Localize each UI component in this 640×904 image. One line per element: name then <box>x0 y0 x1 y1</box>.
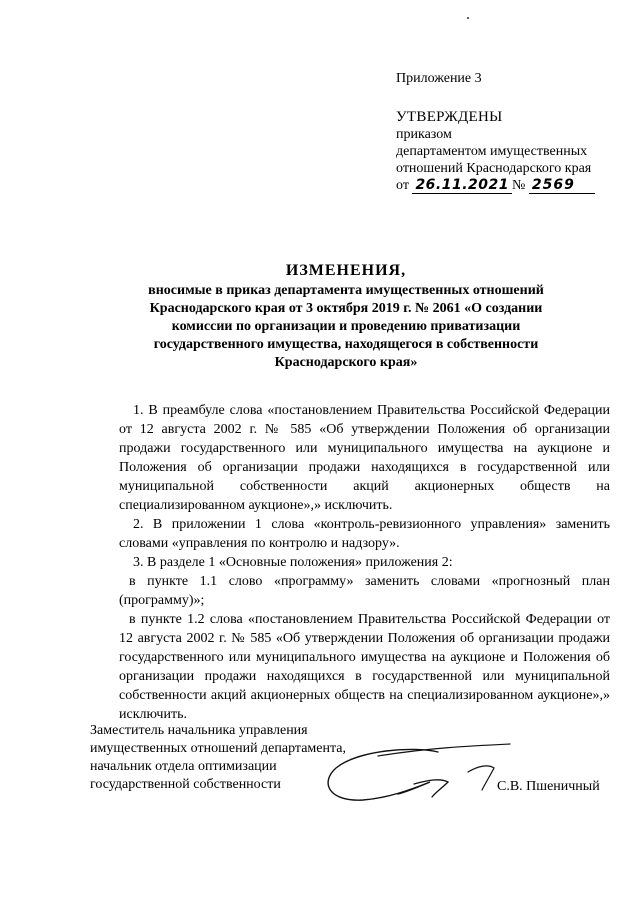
paragraph-4: в пункте 1.1 слово «программу» заменить словами «прогнозный план (программу)»; <box>119 574 610 608</box>
paragraph-1: 1. В преамбуле слова «постановлением Правительства Российской Федерации от 12 августа 2002 г. № 585 «Об утверждении Положения об организации продажи государственного или муниципального имущества на аукционе и Положения об организации продажи находящихся в государственной или муниципальной собственности акций акционерных обществ на специализированном аукционе»,» исключить. <box>119 403 610 513</box>
document-body <box>119 401 610 724</box>
handwritten-signature <box>318 742 518 812</box>
order-date-number <box>396 177 595 194</box>
signatory-line-4: государственной собственности <box>90 777 281 792</box>
document-subtitle: вносимые в приказ департамента имущественных отношений Краснодарского края от 3 октября 2019 г. № 2061 «О создании комиссии по организации и проведению приватизации государственного имущества, находящегося в собственности Краснодарского края» <box>148 283 544 370</box>
scan-speck <box>467 17 469 19</box>
approval-line-3: отношений Краснодарского края <box>396 161 592 176</box>
date-prefix: от <box>396 178 409 193</box>
approval-line-1: приказом <box>396 127 452 142</box>
handwritten-number: 2569 <box>529 178 595 194</box>
approval-heading: УТВЕРЖДЕНЫ <box>396 109 503 125</box>
approval-line-2: департаментом имущественных <box>396 144 588 159</box>
paragraph-5: в пункте 1.2 слова «постановлением Правительства Российской Федерации от 12 августа 2002 г. № 585 «Об утверждении Положения об организации продажи государственного или муниципального имущества на аукционе и Положения об организации продажи находящихся в государственной или муниципальной собственности акций акционерных обществ на специализированном аукционе»,» исключить. <box>119 612 610 722</box>
signatory-line-3: начальник отдела оптимизации <box>90 759 277 774</box>
number-prefix: № <box>512 178 526 193</box>
document-title: ИЗМЕНЕНИЯ, <box>285 262 407 279</box>
appendix-label: Приложение 3 <box>396 71 482 86</box>
approval-block <box>396 109 595 194</box>
signatory-title <box>90 722 346 794</box>
document-title-block <box>118 261 574 372</box>
signatory-line-1: Заместитель начальника управления <box>90 723 308 738</box>
signatory-name: С.В. Пшеничный <box>497 779 600 794</box>
paragraph-2: 2. В приложении 1 слова «контроль-ревизионного управления» заменить словами «управления по контролю и надзору». <box>119 517 610 551</box>
signatory-line-2: имущественных отношений департамента, <box>90 741 346 756</box>
handwritten-date: 26.11.2021 <box>412 178 512 194</box>
paragraph-3: 3. В разделе 1 «Основные положения» приложения 2: <box>133 555 453 570</box>
